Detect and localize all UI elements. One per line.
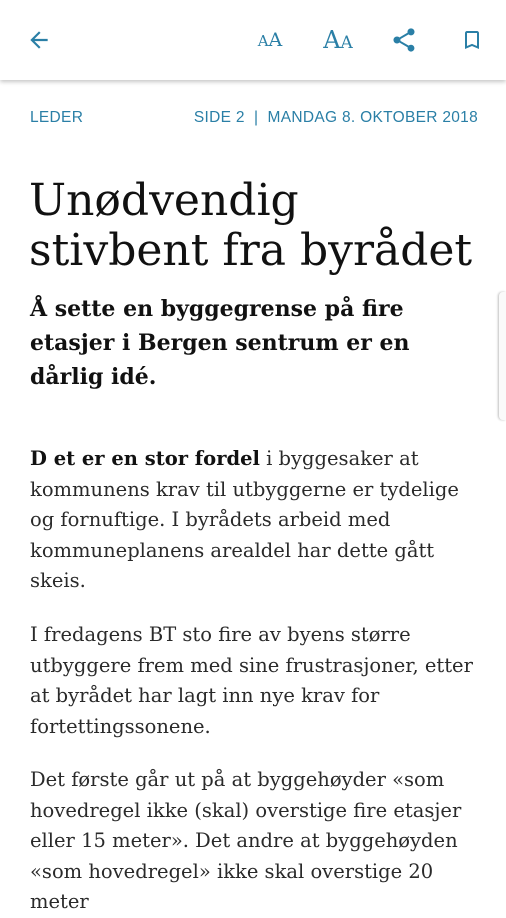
share-button[interactable]	[384, 20, 424, 60]
paragraph-lead-in: D et er en stor fordel	[30, 447, 260, 470]
paragraph-text: i byggesaker at kommunens krav til utbyggerne er tydelige og fornuftige. I byrådets arbeid med kommuneplanens arealdel har dette gått skeis.	[30, 447, 459, 592]
top-toolbar	[0, 0, 506, 80]
article-lead: Å sette en byggegrense på fire etasjer i Bergen sentrum er en dårlig idé.	[30, 296, 410, 390]
bookmark-icon	[460, 27, 484, 53]
page-date-info: SIDE 2 | MANDAG 8. OKTOBER 2018	[193, 109, 478, 126]
share-icon	[390, 26, 418, 54]
section-label: LEDER	[30, 109, 84, 126]
article-paragraph: Det første går ut på at byggehøyder «som hovedregel ikke (skal) overstige fire etasjer eller 15 meter». Det andre at byggehøyden «som hovedregel» ikke skal overstige 20 meter	[30, 768, 462, 913]
font-size-small-icon: AA	[257, 28, 283, 51]
decrease-font-button[interactable]	[250, 20, 290, 60]
scrollbar-thumb[interactable]	[499, 292, 506, 420]
increase-font-button[interactable]	[318, 20, 358, 60]
bookmark-button[interactable]	[452, 20, 492, 60]
article-paragraph	[30, 444, 482, 597]
back-button[interactable]	[19, 20, 59, 60]
article-paragraph: I fredagens BT sto fire av byens større utbyggere frem med sine frustrasjoner, etter at byrådet har lagt inn nye krav for fortettingssonene.	[30, 623, 473, 738]
arrow-left-icon	[26, 27, 52, 53]
font-size-large-icon: AA	[323, 26, 353, 54]
article-headline: Unødvendig stivbent fra byrådet	[29, 175, 473, 276]
